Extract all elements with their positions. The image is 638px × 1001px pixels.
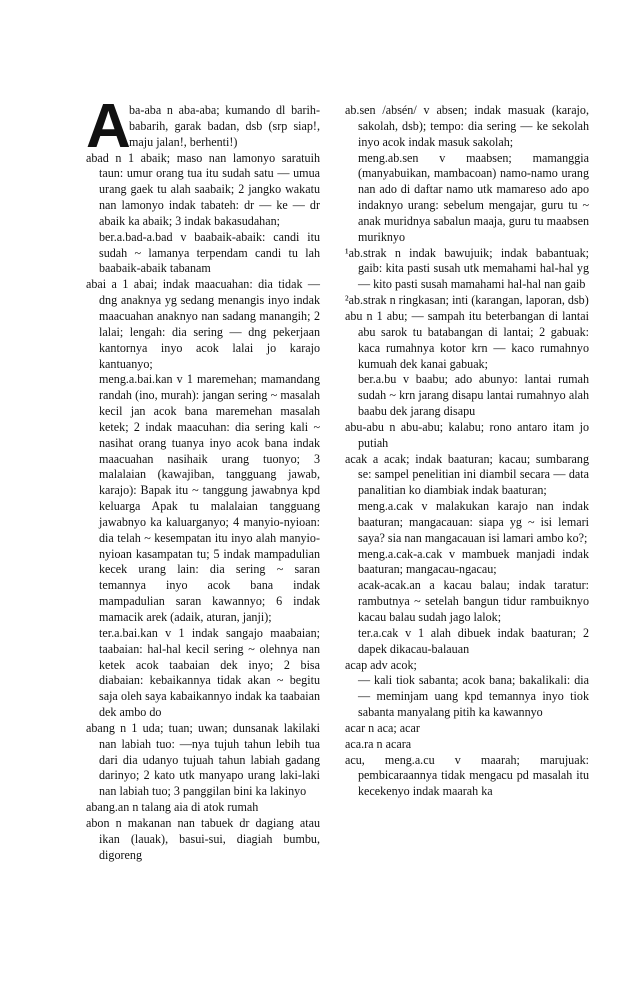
left-column xyxy=(86,92,320,864)
entry-acara: aca.ra n acara xyxy=(345,736,412,751)
entry-abad: abad n 1 abaik; maso nan lamonyo saratuih taun: umur orang tua itu sudah satu — umua urang gaek tu alah saabaik; 2 jangko wakatu nan lamonyo indak tabateh: dr — ke — dr abaik ka abaik; 3 indak bakasudahan; xyxy=(86,150,320,228)
entry-abangan: abang.an n talang aia di atok rumah xyxy=(86,800,259,815)
entry-aba-aba xyxy=(86,92,320,161)
entry-mengacak-acak: meng.a.cak-a.cak v mambuek manjadi indak baaturan; mangacau-ngacau; xyxy=(358,546,589,577)
entry-acap: acap adv acok; xyxy=(345,657,417,672)
entry-abstrak-1: ¹ab.strak n indak bawujuik; indak babantuak; gaib: kita pasti susah utk memahami hal-hal yg — kito pasti susah mamahami hal-hal nan gaib xyxy=(345,245,589,292)
entry-acap-kali: — kali tiok sabanta; acok bana; bakalikali: dia — meminjam uang kpd temannya inyo tiok sabanta manyalang pitih ka kawannyo xyxy=(358,673,589,720)
entry-abstrak-2: ²ab.strak n ringkasan; inti (karangan, laporan, dsb) xyxy=(345,293,589,308)
entry-abang: abang n 1 uda; tuan; uwan; dunsanak lakilaki nan labiah tuo: —nya tujuh tahun lebih tua dari dia udanyo tujuah tahun labiah gadang darinyo; 2 kato utk manyapo urang laki-laki nan labiah tuo; 3 panggilan bini ka lakinyo xyxy=(86,720,320,799)
right-column xyxy=(345,103,589,800)
entry-mengacak: meng.a.cak v malakukan karajo nan indak baaturan; mangacauan: siapa yg ~ isi lemari saya? sia nan mangacauan isi lamari ambo ko?; xyxy=(358,499,589,545)
entry-absen: ab.sen /absén/ v absen; indak masuak (karajo, sakolah, dsb); tempo: dia sering — ke sekolah inyo acok indak masuk sakolah; xyxy=(345,103,589,149)
entry-text: ba-aba n aba-aba; kumando dl barih-babarih, garak badan, dsb (srp siap!, maju jalan!, berhenti!) xyxy=(129,103,320,149)
entry-berabu: ber.a.bu v baabu; ado abunyo: lantai rumah sudah ~ krn jarang disapu lantai rumahnyo alah baabu dek jarang disapu xyxy=(358,372,589,419)
entry-abu-abu: abu-abu n abu-abu; kalabu; rono antaro itam jo putiah xyxy=(345,419,589,450)
entry-acak: acak a acak; indak baaturan; kacau; sumbarang se: sampel penelitian ini diambil secara — data panalitian ko diambiak indak baaturan; xyxy=(345,451,589,498)
entry-acak-acakan: acak-acak.an a kacau balau; indak taratur: rambutnya ~ setelah bangun tidur rambuiknyo kacau balau sudah jago lalok; xyxy=(358,578,589,624)
entry-acar: acar n aca; acar xyxy=(345,720,420,735)
entry-abai: abai a 1 abai; indak maacuahan: dia tidak — dng anaknya yg sedang menangis inyo indak maacuahan anaknyo nan sadang manangih; 2 lalai; lengah: dia sering — dng pekerjaan kantornya inyo acok lalai jo karajo kantuanyo; xyxy=(86,277,320,371)
entry-abon: abon n makanan nan tabuek dr dagiang atau ikan (lauak), basui-sui, diagiah bumbu, digoreng xyxy=(86,815,320,862)
entry-acu: acu, meng.a.cu v maarah; marujuak: pembicaraannya tidak mengacu pd masalah itu kecekenyo indak maarah ka xyxy=(345,752,589,799)
entry-teracak: ter.a.cak v 1 alah dibuek indak baaturan; 2 dapek dikacau-balauan xyxy=(358,625,589,656)
entry-terabaikan: ter.a.bai.kan v 1 indak sangajo maabaian; taabaian: hal-hal kecil sering ~ olehnya nan ketek acok taabaian dek inyo; 2 bisa diabaian: kebaikannya tidak akan ~ begitu saja oleh saya kabaikannyo indak ka taabaian dek ambo do xyxy=(99,625,320,720)
entry-abu: abu n 1 abu; — sampah itu beterbangan di lantai abu sarok tu batabangan di lantai; 2 gabuak: kaca rumahnya kotor krn — kaco rumahnyo kumuah dek kanai gabuak; xyxy=(345,308,589,371)
drop-cap: A xyxy=(86,92,131,161)
entry-mengabsen: meng.ab.sen v maabsen; mamanggia (manyabuikan, mambacoan) namo-namo urang nan ado di daftar namo utk mamareso ado apo indaknyo urang: sebelum mengajar, guru tu ~ anak muridnya sabalun maaja, guru tu maabsen muriknyo xyxy=(358,150,589,244)
entry-mengabaikan: meng.a.bai.kan v 1 maremehan; mamandang randah (ino, murah): jangan sering ~ masalah kecil jan acok bana maremehan masalah ketek; 2 indak maacuhan: dia sering kali ~ nasihat orang tuanya inyo acok bana indak maacuahan nasihaik urang tuonyo; 3 malalaian (kawajiban, tangguang jawab, karajo): Bapak itu ~ tanggung jawabnya kpd keluarga Apak tu malalaian tangguang jawabnyo ka kaluarganyo; 4 manyio-nyioan: dia telah ~ kesempatan itu inyo alah manyio-nyioan kasampatan tu; 5 indak mampadulian kecek urang lain: dia sering ~ saran temannya inyo acok bana indak mampadulian saran kawannyo; 6 indak mamacik arek (adaik, aturan, janji); xyxy=(99,372,320,624)
entry-berabad-abad: ber.a.bad-a.bad v baabaik-abaik: candi itu sudah ~ lamanya terpendam candi tu lah baabaik-abaik tabanam xyxy=(99,229,320,276)
